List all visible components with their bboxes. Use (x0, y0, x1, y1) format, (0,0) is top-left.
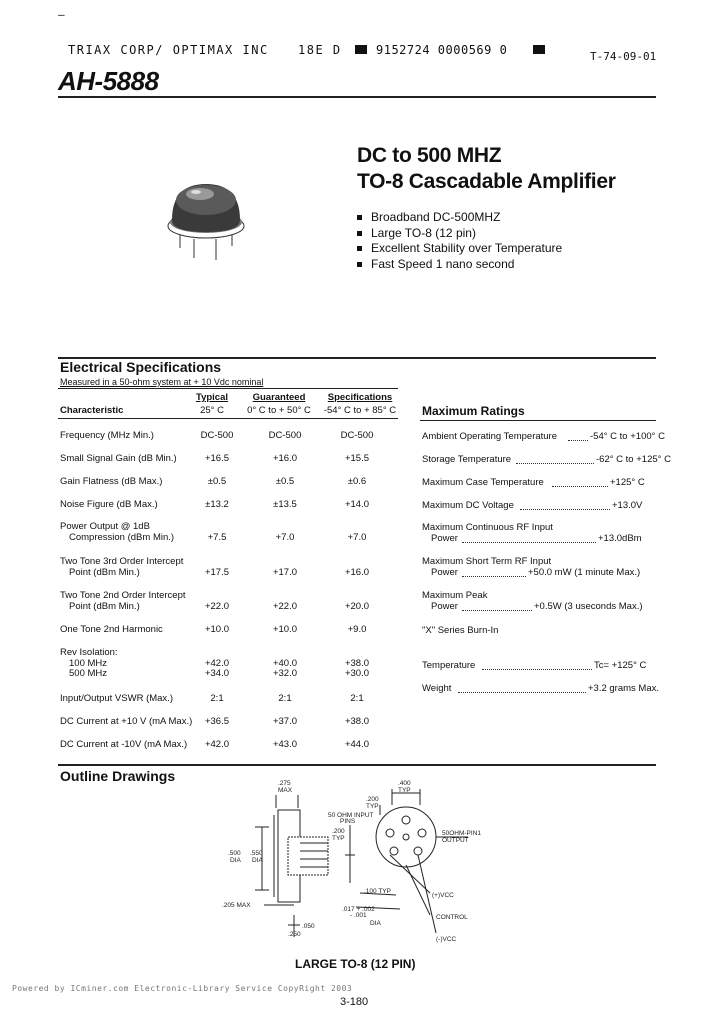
col-specifications-sub: -54° C to + 85° C (323, 405, 397, 416)
col-guaranteed-sub: 0° C to + 50° C (247, 405, 311, 416)
code-line: 18E D (298, 43, 342, 57)
col-typical: Typical (195, 392, 229, 403)
dim-200: .200 (366, 796, 379, 803)
col-characteristic: Characteristic (60, 405, 124, 416)
dim-500: .500 (228, 850, 241, 857)
dim-dia3: DIA (370, 920, 381, 927)
company-line: TRIAX CORP/ OPTIMAX INC (68, 43, 269, 57)
dim-dia2: DIA (252, 857, 263, 864)
dim-017: .017 + .002 (342, 906, 375, 913)
col-guaranteed: Guaranteed (252, 392, 306, 403)
pin-label-pvcc: (+)VCC (432, 892, 454, 899)
scan-mark: — (58, 8, 65, 21)
part-number: AH-5888 (58, 66, 159, 96)
pin-label-mvcc: (-)VCC (436, 936, 457, 943)
barcode-text: 9152724 0000569 0 (376, 43, 508, 57)
dim-ohm-pins: 50 OHM INPUT (328, 812, 374, 819)
feature-item: Fast Speed 1 nano second (357, 257, 562, 273)
outline-caption: LARGE TO-8 (12 PIN) (295, 957, 416, 971)
feature-item: Large TO-8 (12 pin) (357, 226, 562, 242)
max-ratings-list: Ambient Operating Temperature -54° C to +100° C Storage Temperature -62° C to +125° C Maximum Case Temperature +125° C Maximum DC Voltage +13.0V Maximum Continuous RF Input Power +13.0dBm Maximum Short Term RF Input Power +50.0 mW (1 minute Max.) Maximum Peak Power +0.5W (3 useconds Max.) "X" Series Burn-In Temperature Tc= +125° C Weight +3.2 grams Max. (422, 431, 671, 694)
product-title-line1: DC to 500 MHZ (357, 144, 502, 167)
dim-typ3: TYP (332, 835, 345, 842)
dim-typ2: TYP (366, 803, 379, 810)
feature-item: Broadband DC-500MHZ (357, 210, 562, 226)
pin-label-50ohm: 50OHM-PIN1 (442, 830, 482, 837)
footer-credit: Powered by ICminer.com Electronic-Library Service CopyRight 2003 (12, 984, 353, 993)
specs-table-body: Frequency (MHz Min.) DC-500 DC-500 DC-500 Small Signal Gain (dB Min.) +16.5 +16.0 +15.5 Gain Flatness (dB Max.) ±0.5 ±0.5 ±0.6 Noise Figure (dB Max.) ±13.2 ±13.5 +14.0 Power Output @ 1dB Compression (dBm Min.) +7.5 +7.0 +7.0 Two Tone 3rd Order Intercept Point (dBm Min.) +17.5 +17.0 +16.0 Two Tone 2nd Order Intercept Point (dBm Min.) +22.0 +22.0 +20.0 One Tone 2nd Harmonic +10.0 +10.0 +9.0 Rev Isolation: 100 MHz 500 MHz +42.0 +34.0 +40.0 +32.0 +38.0 +30.0 Input/Output VSWR (Max.) 2:1 2:1 2:1 DC Current at +10 V (mA Max.) +36.5 +37.0 +38.0 DC Current at -10V (mA Max.) +42.0 +43.0 +44.0 (60, 430, 374, 750)
product-title-line2: TO-8 Cascadable Amplifier (357, 170, 616, 193)
dim-250: .250 (288, 931, 301, 938)
page-number: 3-180 (340, 996, 369, 1008)
electrical-specs-title: Electrical Specifications (60, 359, 222, 375)
dim-max: MAX (278, 787, 293, 794)
dim-typ: TYP (398, 787, 411, 794)
pin-label-output: OUTPUT (442, 837, 469, 844)
reference-code: T-74-09-01 (590, 50, 657, 63)
feature-item: Excellent Stability over Temperature (357, 241, 562, 257)
max-ratings-title: Maximum Ratings (422, 404, 525, 418)
outline-drawing (200, 775, 500, 955)
dim-550: .550 (250, 850, 263, 857)
dim-205: .205 MAX (222, 902, 251, 909)
outline-rule (58, 764, 656, 766)
dim-dia: DIA (230, 857, 241, 864)
dim-400: .400 (398, 780, 411, 787)
outline-drawings-title: Outline Drawings (60, 768, 176, 784)
dim-017b: - .001 (350, 912, 367, 919)
col-specifications: Specifications (327, 392, 393, 403)
measurement-note: Measured in a 50-ohm system at + 10 Vdc nominal (60, 377, 264, 387)
dim-pins: PINS (340, 818, 356, 825)
dim-200b: .200 (332, 828, 345, 835)
pin-label-control: CONTROL (436, 914, 468, 921)
col-typical-sub: 25° C (200, 405, 224, 416)
dim-100: .100 TYP (364, 888, 391, 895)
dim-050: .050 (302, 923, 315, 930)
dim-275: .275 (278, 780, 291, 787)
